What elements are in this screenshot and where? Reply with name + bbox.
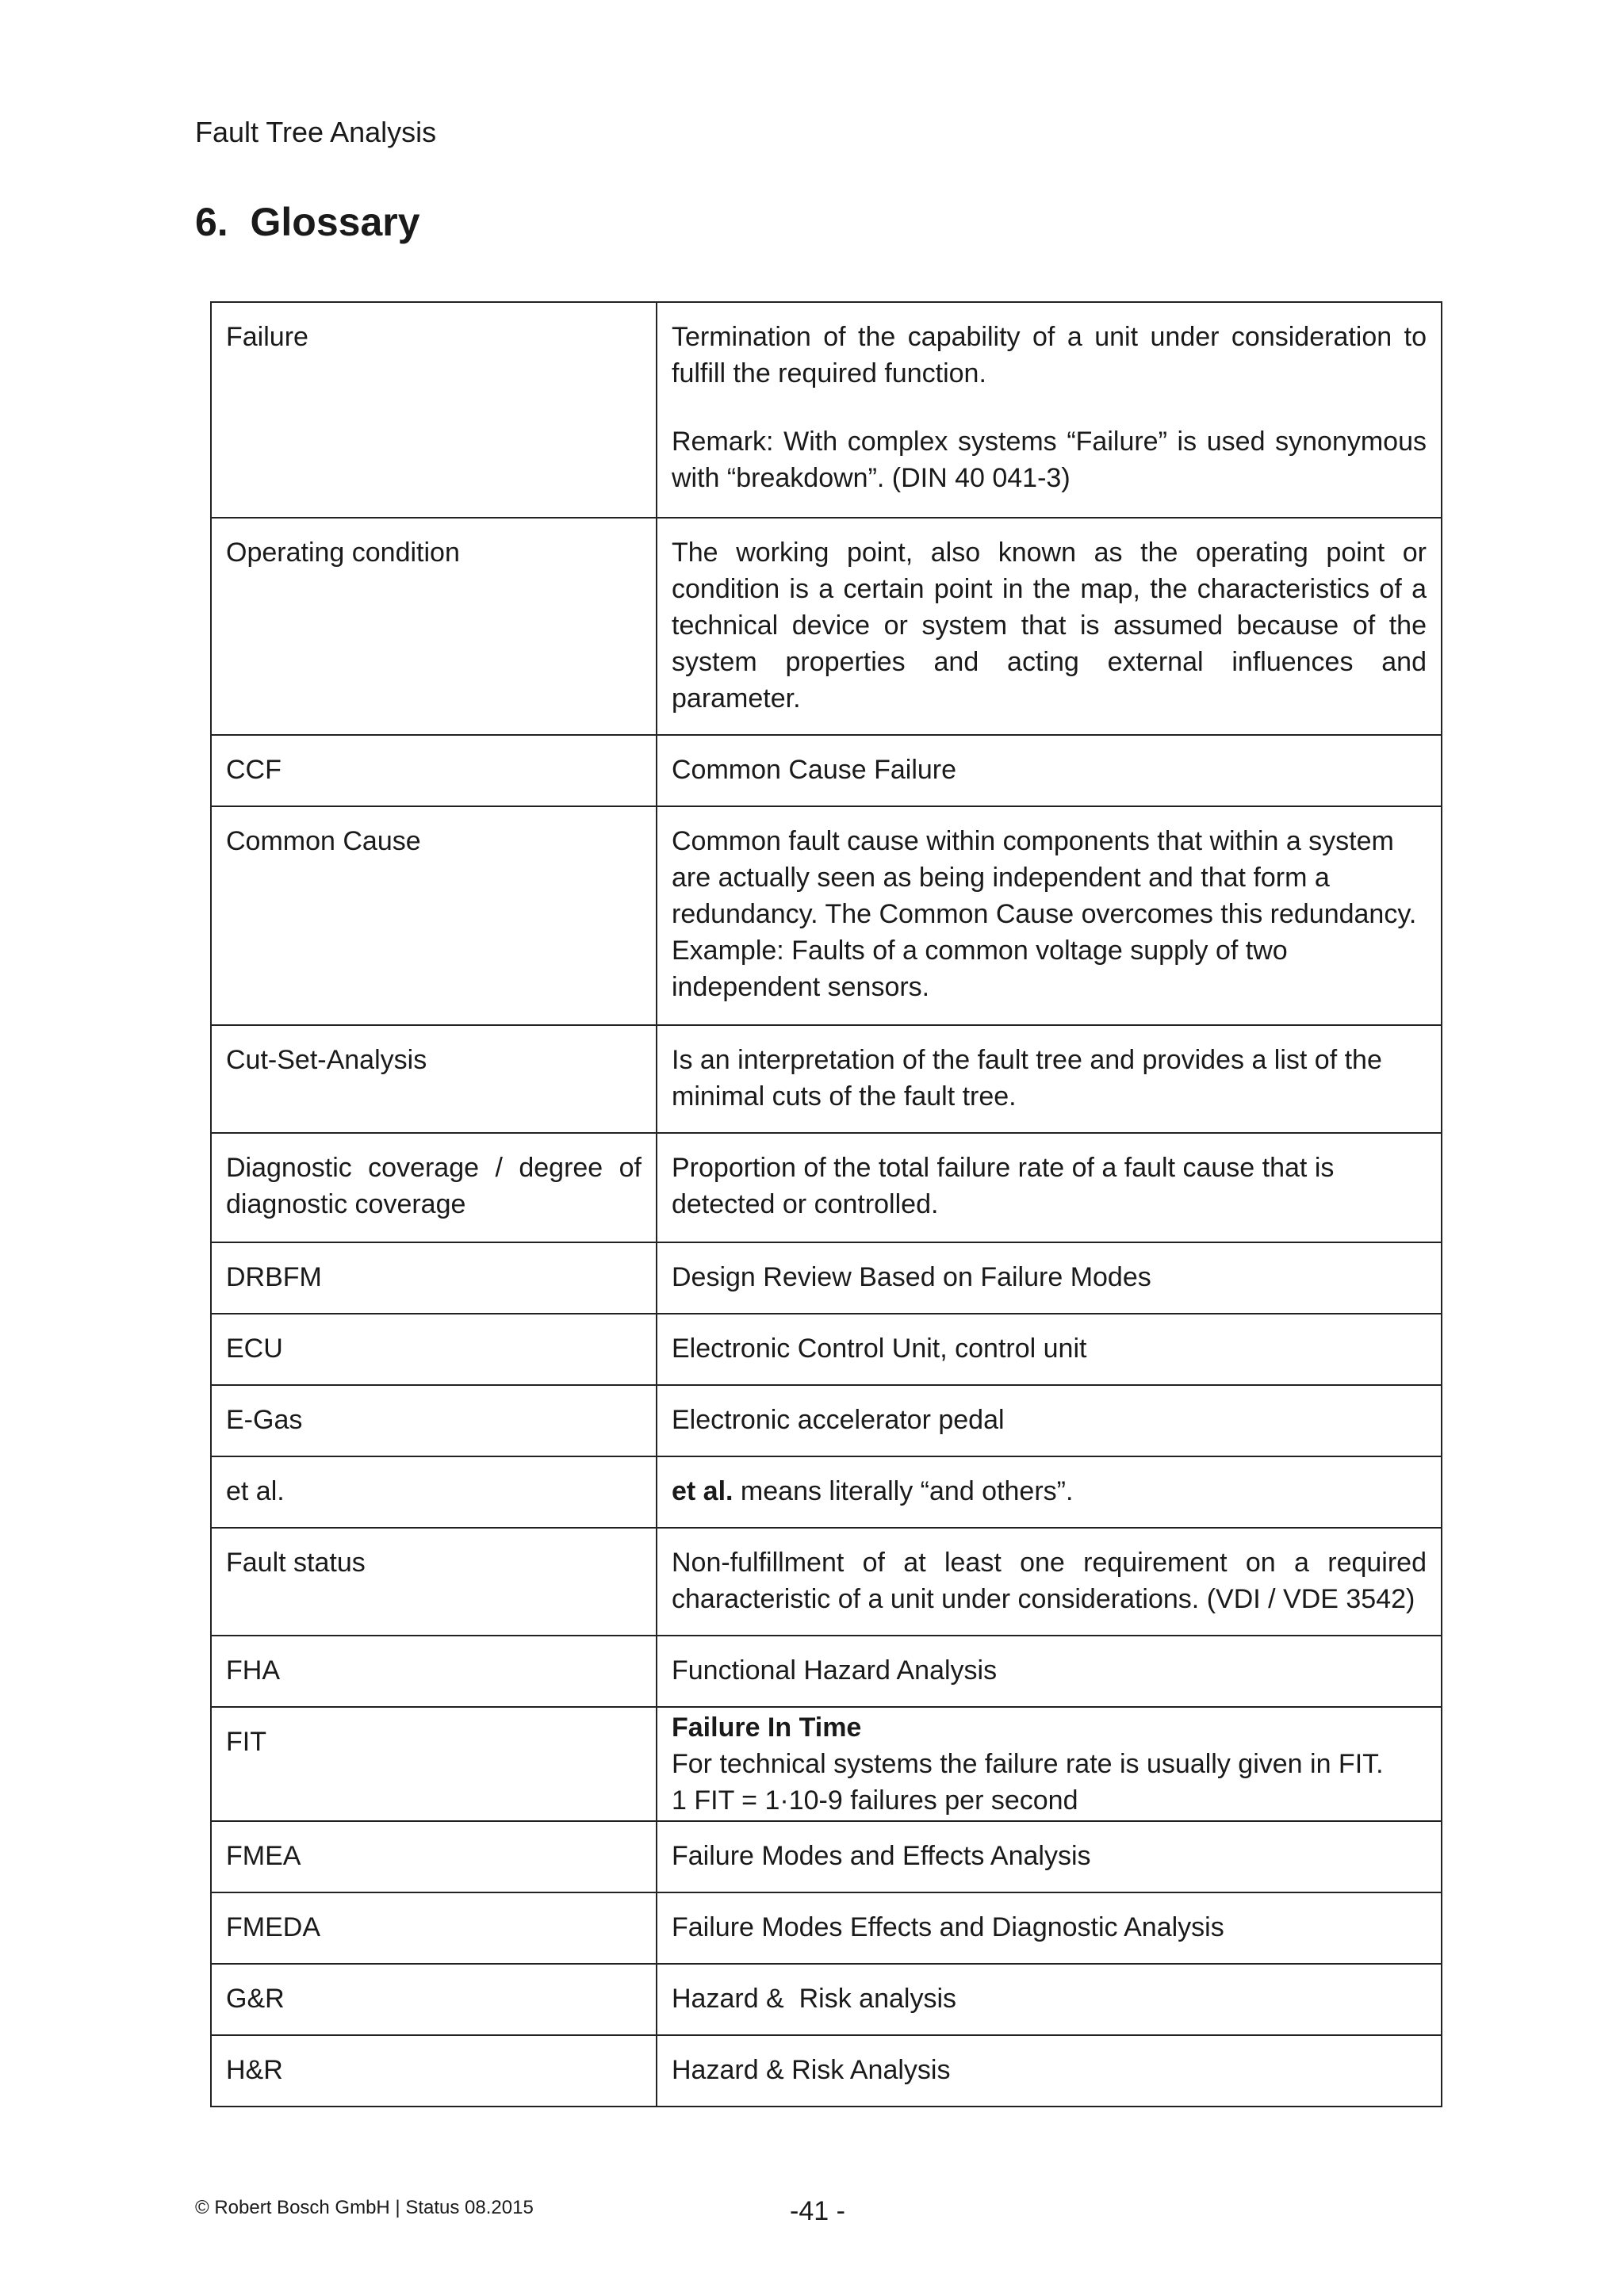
glossary-term: G&R [211,1964,657,2035]
table-row [211,1025,1442,1133]
glossary-definition: Functional Hazard Analysis [657,1636,1442,1707]
table-row [211,1314,1442,1385]
table-row [211,1892,1442,1964]
glossary-definition: Common Cause Failure [657,735,1442,806]
glossary-definition [657,1456,1442,1528]
definition-line: For technical systems the failure rate is usually given in FIT. [672,1749,1384,1779]
definition-paragraph: Termination of the capability of a unit under consideration to fulfill the required function. [672,322,1427,388]
glossary-term: FHA [211,1636,657,1707]
section-title: Glossary [250,200,420,244]
table-row [211,1528,1442,1636]
section-number: 6. [195,200,228,244]
table-row [211,1456,1442,1528]
table-row [211,806,1442,1025]
section-heading [195,197,420,247]
table-row [211,1385,1442,1456]
glossary-term: H&R [211,2035,657,2107]
glossary-term: E-Gas [211,1385,657,1456]
running-header: Fault Tree Analysis [195,116,437,148]
page-number: -41 - [790,2196,845,2226]
glossary-definition: Non-fulfillment of at least one requirement on a required characteristic of a unit under considerations. (VDI / VDE 3542) [657,1528,1442,1636]
glossary-definition: Failure Modes Effects and Diagnostic Analysis [657,1892,1442,1964]
glossary-term: Cut-Set-Analysis [211,1025,657,1133]
definition-line: 1 FIT = 1·10-9 failures per second [672,1785,1078,1816]
glossary-term: et al. [211,1456,657,1528]
table-row [211,302,1442,518]
table-row [211,1964,1442,2035]
glossary-term: ECU [211,1314,657,1385]
glossary-term: Fault status [211,1528,657,1636]
glossary-definition: Proportion of the total failure rate of a fault cause that is detected or controlled. [657,1133,1442,1242]
table-row [211,1636,1442,1707]
definition-heading: Failure In Time [672,1712,862,1743]
glossary-definition: Electronic Control Unit, control unit [657,1314,1442,1385]
definition-remark: Remark: With complex systems “Failure” is used synonymous with “breakdown”. (DIN 40 041-3) [672,427,1427,493]
glossary-term: Common Cause [211,806,657,1025]
glossary-term: Failure [211,302,657,518]
glossary-term: Diagnostic coverage / degree of diagnostic coverage [211,1133,657,1242]
footer-copyright: © Robert Bosch GmbH | Status 08.2015 [195,2197,534,2218]
glossary-definition: Common fault cause within components that within a system are actually seen as being independent and that form a redundancy. The Common Cause overcomes this redundancy. Example: Faults of a common voltage supply of two independent sensors. [657,806,1442,1025]
glossary-term: CCF [211,735,657,806]
table-row [211,735,1442,806]
table-row [211,2035,1442,2107]
glossary-term: Operating condition [211,518,657,735]
glossary-definition: Failure Modes and Effects Analysis [657,1821,1442,1892]
glossary-definition: Electronic accelerator pedal [657,1385,1442,1456]
glossary-term: FMEDA [211,1892,657,1964]
glossary-term: DRBFM [211,1242,657,1314]
table-row [211,1707,1442,1821]
glossary-term: FIT [211,1707,657,1821]
table-row [211,1821,1442,1892]
glossary-definition: Is an interpretation of the fault tree and provides a list of the minimal cuts of the fault tree. [657,1025,1442,1133]
glossary-definition [657,302,1442,518]
table-row [211,1133,1442,1242]
table-row [211,518,1442,735]
definition-bold-term: et al. [672,1476,733,1506]
glossary-term: FMEA [211,1821,657,1892]
table-row [211,1242,1442,1314]
glossary-definition: The working point, also known as the operating point or condition is a certain point in the map, the characteristics of a technical device or system that is assumed because of the system properties and acting external influences and parameter. [657,518,1442,735]
glossary-table [210,301,1442,2107]
glossary-definition: Design Review Based on Failure Modes [657,1242,1442,1314]
definition-text: means literally “and others”. [733,1476,1074,1506]
glossary-definition [657,1707,1442,1821]
glossary-definition: Hazard & Risk analysis [657,1964,1442,2035]
glossary-definition: Hazard & Risk Analysis [657,2035,1442,2107]
